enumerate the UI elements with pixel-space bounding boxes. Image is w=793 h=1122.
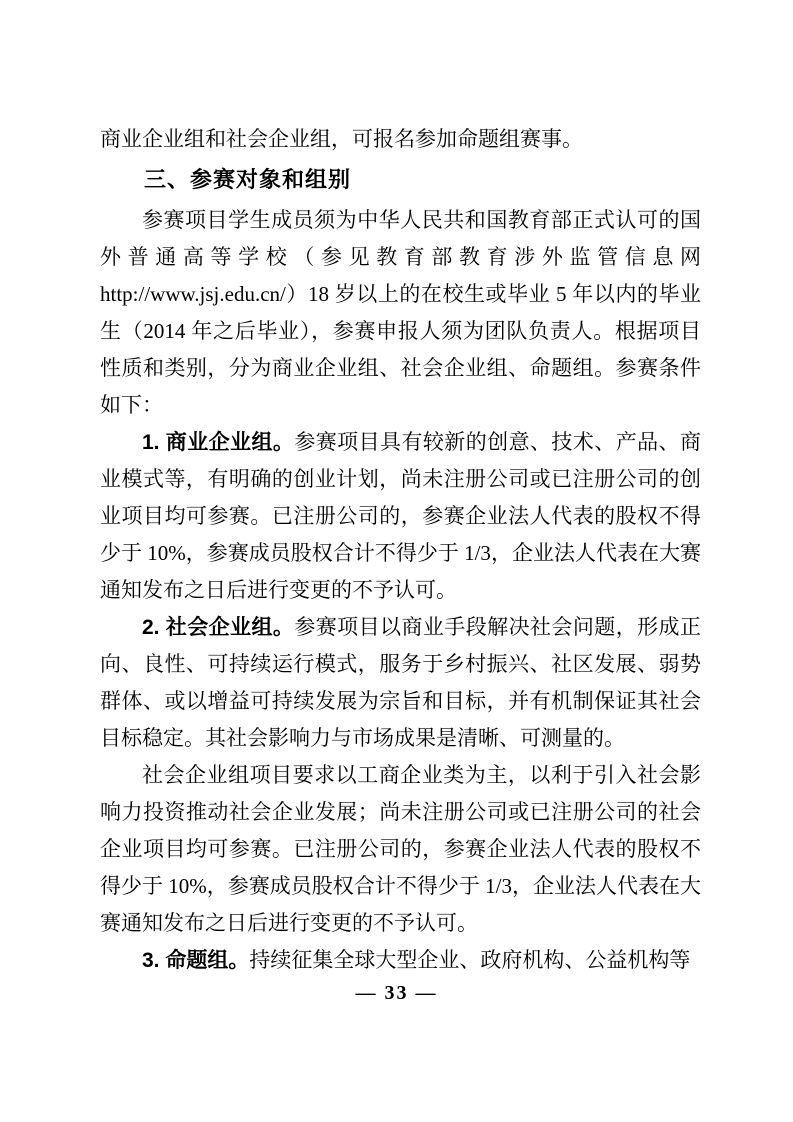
group-business-text: 参赛项目具有较新的创意、技术、产品、商业模式等，有明确的创业计划，尚未注册公司或已注册公司的创业项目均可参赛。已注册公司的，参赛企业法人代表的股权不得少于 10%，参赛成员股权合计不得少于 1/3，企业法人代表在大赛通知发布之日后进行变更的不予认可。	[100, 430, 701, 602]
group-business-label: 1. 商业企业组。	[142, 431, 295, 454]
group-proposition-text: 持续征集全球大型企业、政府机构、公益机构等	[249, 948, 691, 972]
paragraph-overview: 参赛项目学生成员须为中华人民共和国教育部正式认可的国外普通高等学校（参见教育部教育涉外监管信息网http://www.jsj.edu.cn/）18 岁以上的在校生或毕业 5 年以内的毕业生（2014 年之后毕业），参赛申报人须为团队负责人。根据项目性质和类别，分为商业企业组、社会企业组、命题组。参赛条件如下：	[100, 208, 701, 417]
section-heading: 三、参赛对象和组别	[144, 167, 352, 192]
group-social-text: 参赛项目以商业手段解决社会问题，形成正向、良性、可持续运行模式，服务于乡村振兴、社区发展、弱势群体、或以增益可持续发展为宗旨和目标，并有机制保证其社会目标稳定。其社会影响力与市场成果是清晰、可测量的。	[100, 615, 701, 750]
page-number: — 33 —	[355, 982, 438, 1004]
paragraph-group-business	[100, 424, 701, 609]
paragraph-continuation: 商业企业组和社会企业组，可报名参加命题组赛事。	[100, 127, 583, 151]
paragraph-group-social	[100, 609, 701, 757]
group-social-label: 2. 社会企业组。	[142, 616, 295, 639]
group-proposition-label: 3. 命题组。	[142, 949, 250, 972]
page-content	[100, 121, 701, 979]
paragraph-group-social-detail: 社会企业组项目要求以工商企业类为主，以利于引入社会影响力投资推动社会企业发展；尚未注册公司或已注册公司的社会企业项目均可参赛。已注册公司的，参赛企业法人代表的股权不得少于 10%，参赛成员股权合计不得少于 1/3，企业法人代表在大赛通知发布之日后进行变更的不予认可。	[100, 763, 701, 935]
paragraph-group-proposition	[100, 942, 701, 979]
page-footer	[0, 982, 793, 1005]
